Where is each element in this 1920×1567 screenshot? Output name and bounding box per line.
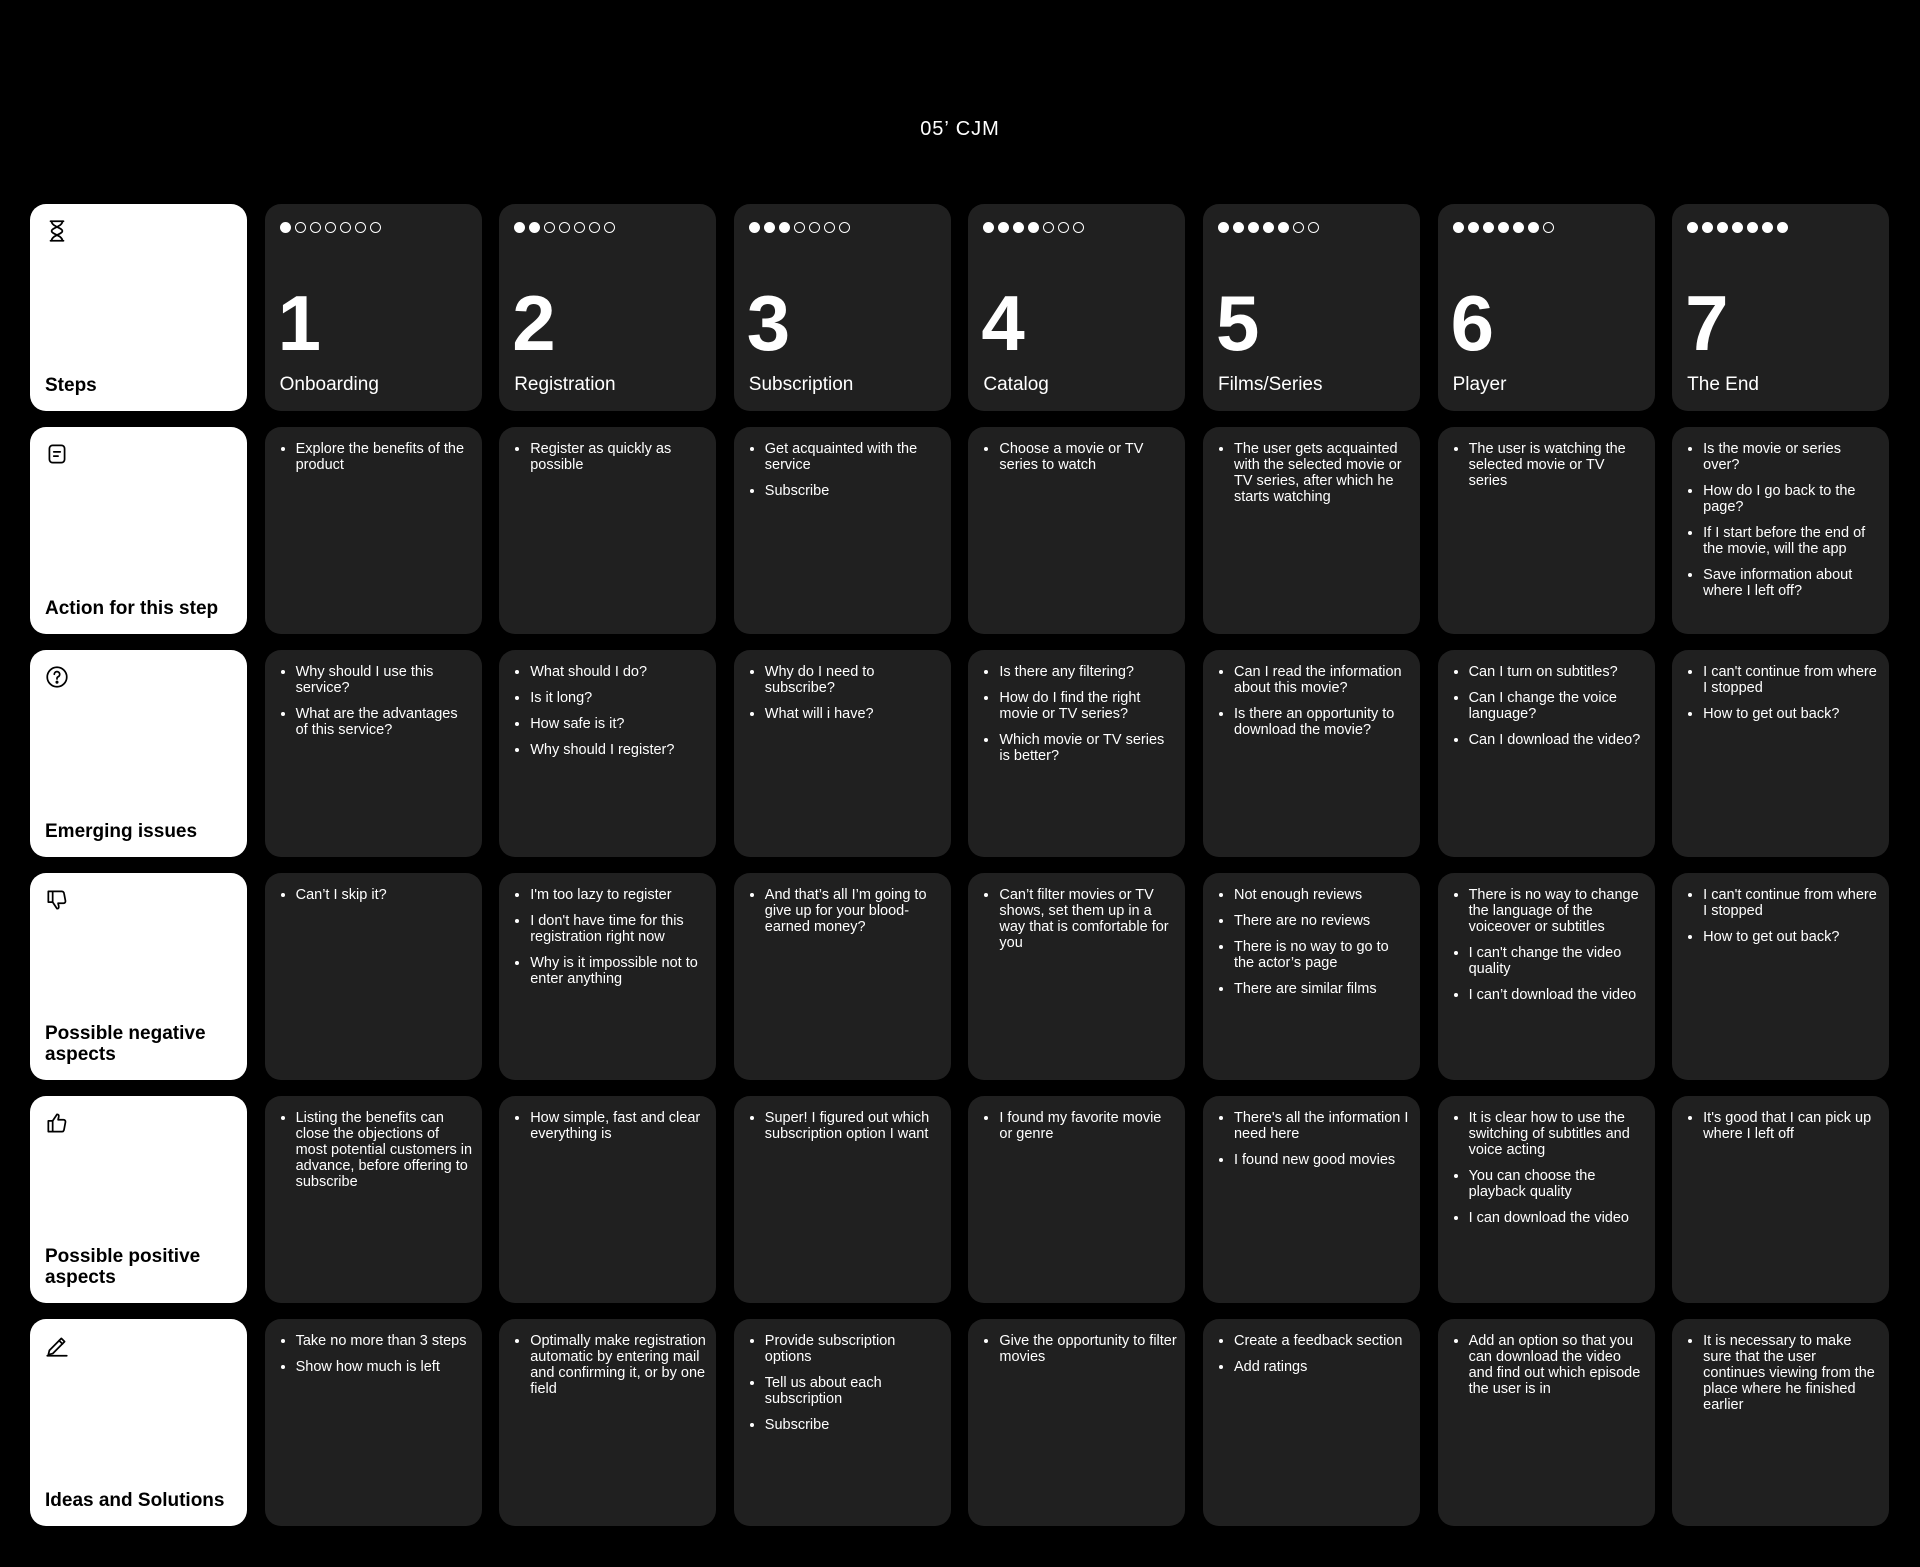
list-item: Why should I use this service? <box>279 664 474 696</box>
progress-dot-filled <box>280 222 291 233</box>
progress-dot-empty <box>574 222 585 233</box>
list-item: Explore the benefits of the product <box>279 441 474 473</box>
list-item: Give the opportunity to filter movies <box>982 1333 1177 1365</box>
step-number: 1 <box>277 279 321 367</box>
list-item: Can’t filter movies or TV shows, set them up in a way that is comfortable for you <box>982 887 1177 951</box>
note-icon <box>44 441 70 467</box>
progress-dot-filled <box>1732 222 1743 233</box>
progress-dot-empty <box>1543 222 1554 233</box>
bullet-list <box>279 1333 474 1385</box>
progress-dot-filled <box>1702 222 1713 233</box>
bullet-list <box>1452 1110 1647 1236</box>
actions-card <box>1203 427 1420 634</box>
bullet-list <box>279 1110 474 1200</box>
bullet-list <box>1686 1333 1881 1423</box>
list-item: Create a feedback section <box>1217 1333 1412 1349</box>
step-name: Registration <box>514 374 616 395</box>
actions-card <box>499 427 716 634</box>
list-item: I can't continue from where I stopped <box>1686 887 1881 919</box>
bullet-list <box>513 1333 708 1407</box>
list-item: Register as quickly as possible <box>513 441 708 473</box>
row-label-text: Emerging issues <box>45 821 198 842</box>
ideas-card <box>734 1319 951 1526</box>
progress-dot-filled <box>1218 222 1229 233</box>
list-item: The user is watching the selected movie or TV series <box>1452 441 1647 489</box>
progress-dot-empty <box>544 222 555 233</box>
row-label-issues <box>30 650 247 857</box>
row-label-text: Steps <box>45 375 97 396</box>
hourglass-icon <box>44 218 70 244</box>
progress-dot-filled <box>1013 222 1024 233</box>
list-item: How to get out back? <box>1686 929 1881 945</box>
bullet-list <box>982 887 1177 961</box>
actions-card <box>1672 427 1889 634</box>
list-item: There are similar films <box>1217 981 1412 997</box>
list-item: How simple, fast and clear everything is <box>513 1110 708 1142</box>
step-number: 2 <box>512 279 556 367</box>
progress-dot-filled <box>1513 222 1524 233</box>
progress-dot-filled <box>1233 222 1244 233</box>
progress-dot-filled <box>1528 222 1539 233</box>
progress-dot-filled <box>529 222 540 233</box>
negatives-card <box>1672 873 1889 1080</box>
list-item: I'm too lazy to register <box>513 887 708 903</box>
progress-dot-empty <box>559 222 570 233</box>
progress-dot-filled <box>1028 222 1039 233</box>
progress-dot-filled <box>779 222 790 233</box>
step-card <box>1438 204 1655 411</box>
bullet-list <box>1686 887 1881 955</box>
list-item: Is there any filtering? <box>982 664 1177 680</box>
thumbs-down-icon <box>44 887 70 913</box>
progress-dot-filled <box>1453 222 1464 233</box>
step-number: 5 <box>1215 279 1260 367</box>
progress-dot-filled <box>749 222 760 233</box>
progress-dot-filled <box>1747 222 1758 233</box>
bullet-list <box>1217 664 1412 748</box>
progress-dots <box>749 222 850 233</box>
page-title: 05’ CJM <box>920 118 1000 140</box>
step-card <box>734 204 951 411</box>
list-item: Provide subscription options <box>748 1333 943 1365</box>
bullet-list <box>513 887 708 997</box>
progress-dots <box>983 222 1084 233</box>
step-number: 4 <box>981 279 1025 367</box>
list-item: Subscribe <box>748 483 943 499</box>
positives-card <box>734 1096 951 1303</box>
bullet-list <box>1452 664 1647 758</box>
bullet-list <box>1217 1110 1412 1178</box>
row-label-text: Action for this step <box>45 598 219 619</box>
row-label-ideas <box>30 1319 247 1526</box>
progress-dot-empty <box>839 222 850 233</box>
progress-dot-empty <box>370 222 381 233</box>
progress-dot-filled <box>1777 222 1788 233</box>
bullet-list <box>279 664 474 748</box>
bullet-list <box>748 441 943 509</box>
bullet-list <box>982 441 1177 483</box>
progress-dot-empty <box>325 222 336 233</box>
list-item: Show how much is left <box>279 1359 474 1375</box>
list-item: I found new good movies <box>1217 1152 1412 1168</box>
bullet-list <box>1217 887 1412 1007</box>
list-item: There are no reviews <box>1217 913 1412 929</box>
list-item: I can't continue from where I stopped <box>1686 664 1881 696</box>
ideas-card <box>1438 1319 1655 1526</box>
list-item: What should I do? <box>513 664 708 680</box>
progress-dot-filled <box>983 222 994 233</box>
issues-card <box>734 650 951 857</box>
list-item: You can choose the playback quality <box>1452 1168 1647 1200</box>
bullet-list <box>1452 1333 1647 1407</box>
list-item: Is there an opportunity to download the movie? <box>1217 706 1412 738</box>
row-label-text: Possible negative aspects <box>45 1023 206 1065</box>
list-item: If I start before the end of the movie, will the app <box>1686 525 1881 557</box>
step-name: Subscription <box>748 374 854 395</box>
thumbs-up-icon <box>44 1110 70 1136</box>
issues-card <box>1438 650 1655 857</box>
list-item: Can I turn on subtitles? <box>1452 664 1647 680</box>
list-item: Add an option so that you can download the video and find out which episode the user is in <box>1452 1333 1647 1397</box>
bullet-list <box>1686 664 1881 732</box>
progress-dots <box>1453 222 1554 233</box>
ideas-card <box>968 1319 1185 1526</box>
step-name: The End <box>1687 374 1759 395</box>
progress-dot-empty <box>295 222 306 233</box>
row-label-text: Possible positive aspects <box>45 1246 201 1288</box>
ideas-card <box>499 1319 716 1526</box>
list-item: What are the advantages of this service? <box>279 706 474 738</box>
progress-dot-filled <box>1468 222 1479 233</box>
bullet-list <box>748 1333 943 1443</box>
list-item: How safe is it? <box>513 716 708 732</box>
row-label-positives <box>30 1096 247 1303</box>
question-icon <box>44 664 70 690</box>
actions-card <box>734 427 951 634</box>
list-item: How to get out back? <box>1686 706 1881 722</box>
positives-card <box>265 1096 482 1303</box>
row-label-negatives <box>30 873 247 1080</box>
step-number: 3 <box>746 279 791 367</box>
progress-dot-filled <box>1762 222 1773 233</box>
bullet-list <box>513 1110 708 1152</box>
bullet-list <box>982 1110 1177 1152</box>
positives-card <box>499 1096 716 1303</box>
bullet-list <box>748 887 943 945</box>
cjm-grid <box>30 204 1889 1526</box>
issues-card <box>1672 650 1889 857</box>
row-label-actions <box>30 427 247 634</box>
step-name: Player <box>1452 374 1507 395</box>
step-name: Films/Series <box>1217 374 1323 395</box>
positives-card <box>968 1096 1185 1303</box>
list-item: Listing the benefits can close the objections of most potential customers in advance, before offering to subscribe <box>279 1110 474 1190</box>
progress-dot-empty <box>340 222 351 233</box>
list-item: Not enough reviews <box>1217 887 1412 903</box>
step-card <box>1203 204 1420 411</box>
issues-card <box>1203 650 1420 857</box>
list-item: There is no way to go to the actor’s page <box>1217 939 1412 971</box>
ideas-card <box>265 1319 482 1526</box>
negatives-card <box>265 873 482 1080</box>
negatives-card <box>1203 873 1420 1080</box>
ideas-card <box>1203 1319 1420 1526</box>
progress-dot-empty <box>589 222 600 233</box>
progress-dot-filled <box>1278 222 1289 233</box>
issues-card <box>968 650 1185 857</box>
list-item: Why do I need to subscribe? <box>748 664 943 696</box>
progress-dot-filled <box>1687 222 1698 233</box>
row-label-steps <box>30 204 247 411</box>
list-item: It's good that I can pick up where I left off <box>1686 1110 1881 1142</box>
progress-dot-filled <box>1498 222 1509 233</box>
list-item: Can I read the information about this movie? <box>1217 664 1412 696</box>
list-item: I found my favorite movie or genre <box>982 1110 1177 1142</box>
actions-card <box>265 427 482 634</box>
progress-dot-filled <box>1248 222 1259 233</box>
progress-dot-empty <box>824 222 835 233</box>
list-item: Which movie or TV series is better? <box>982 732 1177 764</box>
list-item: Why is it impossible not to enter anything <box>513 955 708 987</box>
bullet-list <box>1217 441 1412 515</box>
list-item: Get acquainted with the service <box>748 441 943 473</box>
list-item: It is necessary to make sure that the user continues viewing from the place where he finished earlier <box>1686 1333 1881 1413</box>
positives-card <box>1672 1096 1889 1303</box>
bullet-list <box>1686 441 1881 609</box>
progress-dot-filled <box>1483 222 1494 233</box>
list-item: Is the movie or series over? <box>1686 441 1881 473</box>
step-number: 6 <box>1450 279 1494 367</box>
list-item: Choose a movie or TV series to watch <box>982 441 1177 473</box>
step-name: Onboarding <box>279 374 379 395</box>
progress-dots <box>514 222 615 233</box>
step-number: 7 <box>1685 279 1729 367</box>
bullet-list <box>982 664 1177 774</box>
negatives-card <box>968 873 1185 1080</box>
progress-dot-filled <box>1717 222 1728 233</box>
progress-dot-empty <box>809 222 820 233</box>
list-item: Can’t I skip it? <box>279 887 474 903</box>
list-item: Why should I register? <box>513 742 708 758</box>
bullet-list <box>513 441 708 483</box>
list-item: Is it long? <box>513 690 708 706</box>
step-card <box>499 204 716 411</box>
bullet-list <box>982 1333 1177 1375</box>
list-item: There's all the information I need here <box>1217 1110 1412 1142</box>
step-card <box>968 204 1185 411</box>
list-item: I can't change the video quality <box>1452 945 1647 977</box>
positives-card <box>1203 1096 1420 1303</box>
list-item: There is no way to change the language of the voiceover or subtitles <box>1452 887 1647 935</box>
positives-card <box>1438 1096 1655 1303</box>
progress-dot-filled <box>998 222 1009 233</box>
list-item: And that’s all I’m going to give up for your blood-earned money? <box>748 887 943 935</box>
list-item: Can I download the video? <box>1452 732 1647 748</box>
progress-dot-filled <box>514 222 525 233</box>
progress-dot-empty <box>1043 222 1054 233</box>
list-item: Save information about where I left off? <box>1686 567 1881 599</box>
actions-card <box>968 427 1185 634</box>
list-item: I don't have time for this registration right now <box>513 913 708 945</box>
list-item: What will i have? <box>748 706 943 722</box>
list-item: I can download the video <box>1452 1210 1647 1226</box>
bullet-list <box>279 441 474 483</box>
bullet-list <box>1217 1333 1412 1385</box>
step-card <box>265 204 482 411</box>
row-label-text: Ideas and Solutions <box>45 1490 225 1511</box>
list-item: Tell us about each subscription <box>748 1375 943 1407</box>
list-item: Can I change the voice language? <box>1452 690 1647 722</box>
pencil-icon <box>44 1333 70 1359</box>
issues-card <box>499 650 716 857</box>
negatives-card <box>734 873 951 1080</box>
progress-dot-empty <box>1293 222 1304 233</box>
progress-dot-filled <box>1263 222 1274 233</box>
step-card <box>1672 204 1889 411</box>
ideas-card <box>1672 1319 1889 1526</box>
list-item: Take no more than 3 steps <box>279 1333 474 1349</box>
bullet-list <box>1686 1110 1881 1152</box>
progress-dot-empty <box>604 222 615 233</box>
list-item: How do I find the right movie or TV series? <box>982 690 1177 722</box>
negatives-card <box>499 873 716 1080</box>
actions-card <box>1438 427 1655 634</box>
progress-dot-empty <box>1308 222 1319 233</box>
list-item: Super! I figured out which subscription option I want <box>748 1110 943 1142</box>
bullet-list <box>279 887 474 913</box>
list-item: It is clear how to use the switching of subtitles and voice acting <box>1452 1110 1647 1158</box>
negatives-card <box>1438 873 1655 1080</box>
issues-card <box>265 650 482 857</box>
list-item: How do I go back to the page? <box>1686 483 1881 515</box>
progress-dot-empty <box>1058 222 1069 233</box>
progress-dot-filled <box>764 222 775 233</box>
progress-dot-empty <box>794 222 805 233</box>
progress-dot-empty <box>1073 222 1084 233</box>
progress-dot-empty <box>310 222 321 233</box>
step-name: Catalog <box>983 374 1049 395</box>
bullet-list <box>748 1110 943 1152</box>
list-item: Subscribe <box>748 1417 943 1433</box>
bullet-list <box>1452 441 1647 499</box>
progress-dot-empty <box>355 222 366 233</box>
bullet-list <box>513 664 708 768</box>
progress-dots <box>1687 222 1788 233</box>
list-item: Add ratings <box>1217 1359 1412 1375</box>
list-item: The user gets acquainted with the selected movie or TV series, after which he starts watching <box>1217 441 1412 505</box>
bullet-list <box>748 664 943 732</box>
progress-dots <box>280 222 381 233</box>
bullet-list <box>1452 887 1647 1013</box>
progress-dots <box>1218 222 1319 233</box>
list-item: I can’t download the video <box>1452 987 1647 1003</box>
list-item: Optimally make registration automatic by entering mail and confirming it, or by one field <box>513 1333 708 1397</box>
